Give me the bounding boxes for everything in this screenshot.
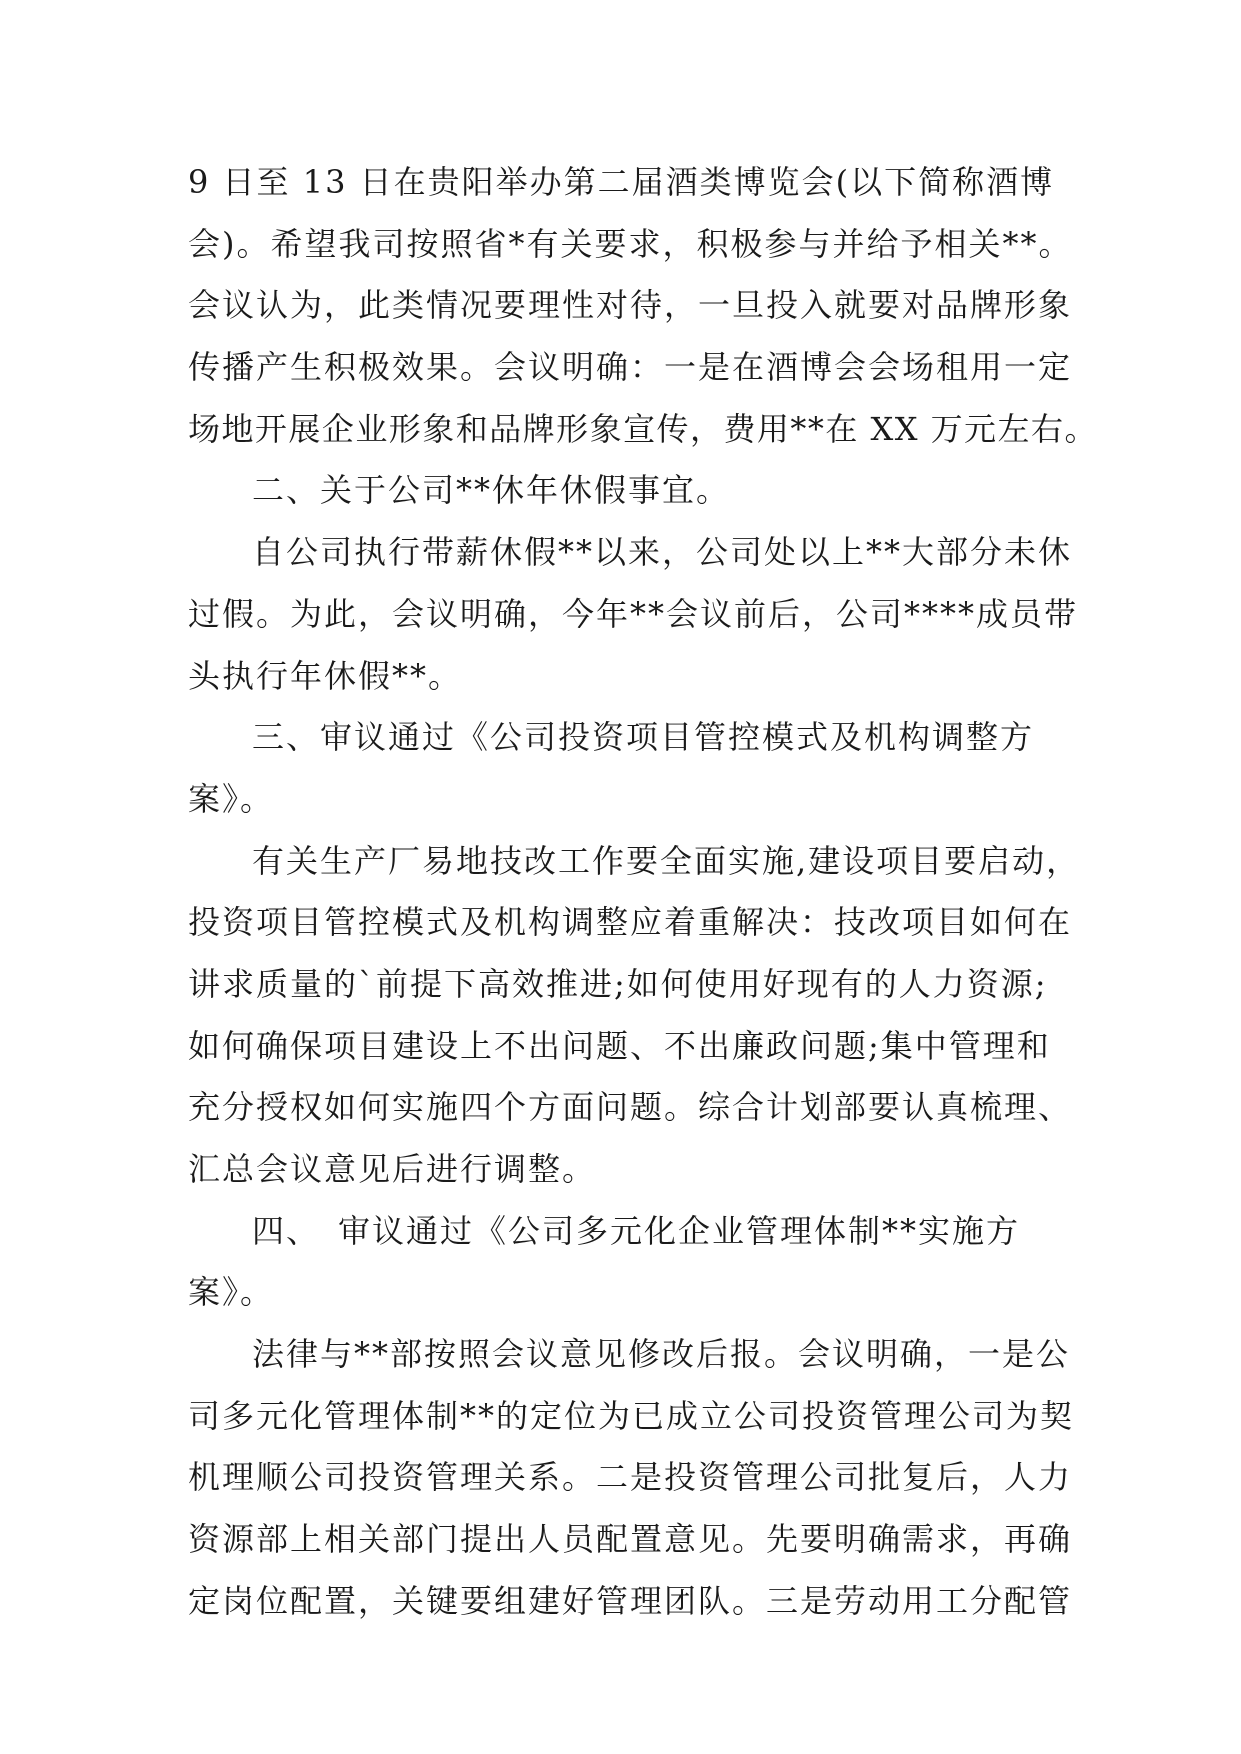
text-line: 机理顺公司投资管理关系。二是投资管理公司批复后，人力	[188, 1458, 1073, 1497]
text-line: 案》。	[188, 1273, 275, 1312]
text-line: 讲求质量的`前提下高效推进;如何使用好现有的人力资源;	[188, 964, 1048, 1003]
text-line: 汇总会议意见后进行调整。	[188, 1150, 597, 1188]
text-line: 司多元化管理体制**的定位为已成立公司投资管理公司为契	[188, 1396, 1075, 1435]
text-line: 法律与**部按照会议意见修改后报。会议明确，一是公	[252, 1335, 1071, 1374]
text-line: 二、关于公司**休年休假事宜。	[252, 471, 731, 510]
text-line: 过假。为此，会议明确，今年**会议前后，公司****成员带	[188, 594, 1079, 633]
text-line: 定岗位配置，关键要组建好管理团队。三是劳动用工分配管	[188, 1581, 1073, 1620]
text-line: 场地开展企业形象和品牌形象宣传，费用**在 XX 万元左右。	[188, 409, 1098, 448]
text-line: 会议认为，此类情况要理性对待，一旦投入就要对品牌形象	[188, 286, 1073, 325]
text-line: 传播产生积极效果。会议明确：一是在酒博会会场租用一定	[188, 348, 1073, 387]
text-line: 充分授权如何实施四个方面问题。综合计划部要认真梳理、	[188, 1088, 1073, 1127]
text-line: 四、 审议通过《公司多元化企业管理体制**实施方	[252, 1211, 1021, 1250]
text-line: 头执行年休假**。	[188, 656, 463, 695]
text-line: 三、审议通过《公司投资项目管控模式及机构调整方	[252, 718, 1035, 757]
text-line: 9 日至 13 日在贵阳举办第二届酒类博览会(以下简称酒博	[188, 163, 1055, 201]
text-line: 自公司执行带薪休假**以来，公司处以上**大部分未休	[252, 533, 1073, 572]
text-line: 有关生产厂易地技改工作要全面实施,建设项目要启动，	[252, 841, 1081, 880]
document-body	[188, 152, 1098, 1633]
text-line: 案》。	[188, 779, 275, 818]
text-line: 会)。希望我司按照省*有关要求，积极参与并给予相关**。	[188, 224, 1073, 263]
text-line: 如何确保项目建设上不出问题、不出廉政问题;集中管理和	[188, 1026, 1051, 1065]
text-line: 资源部上相关部门提出人员配置意见。先要明确需求，再确	[188, 1520, 1073, 1559]
text-line: 投资项目管控模式及机构调整应着重解决：技改项目如何在	[188, 903, 1073, 942]
